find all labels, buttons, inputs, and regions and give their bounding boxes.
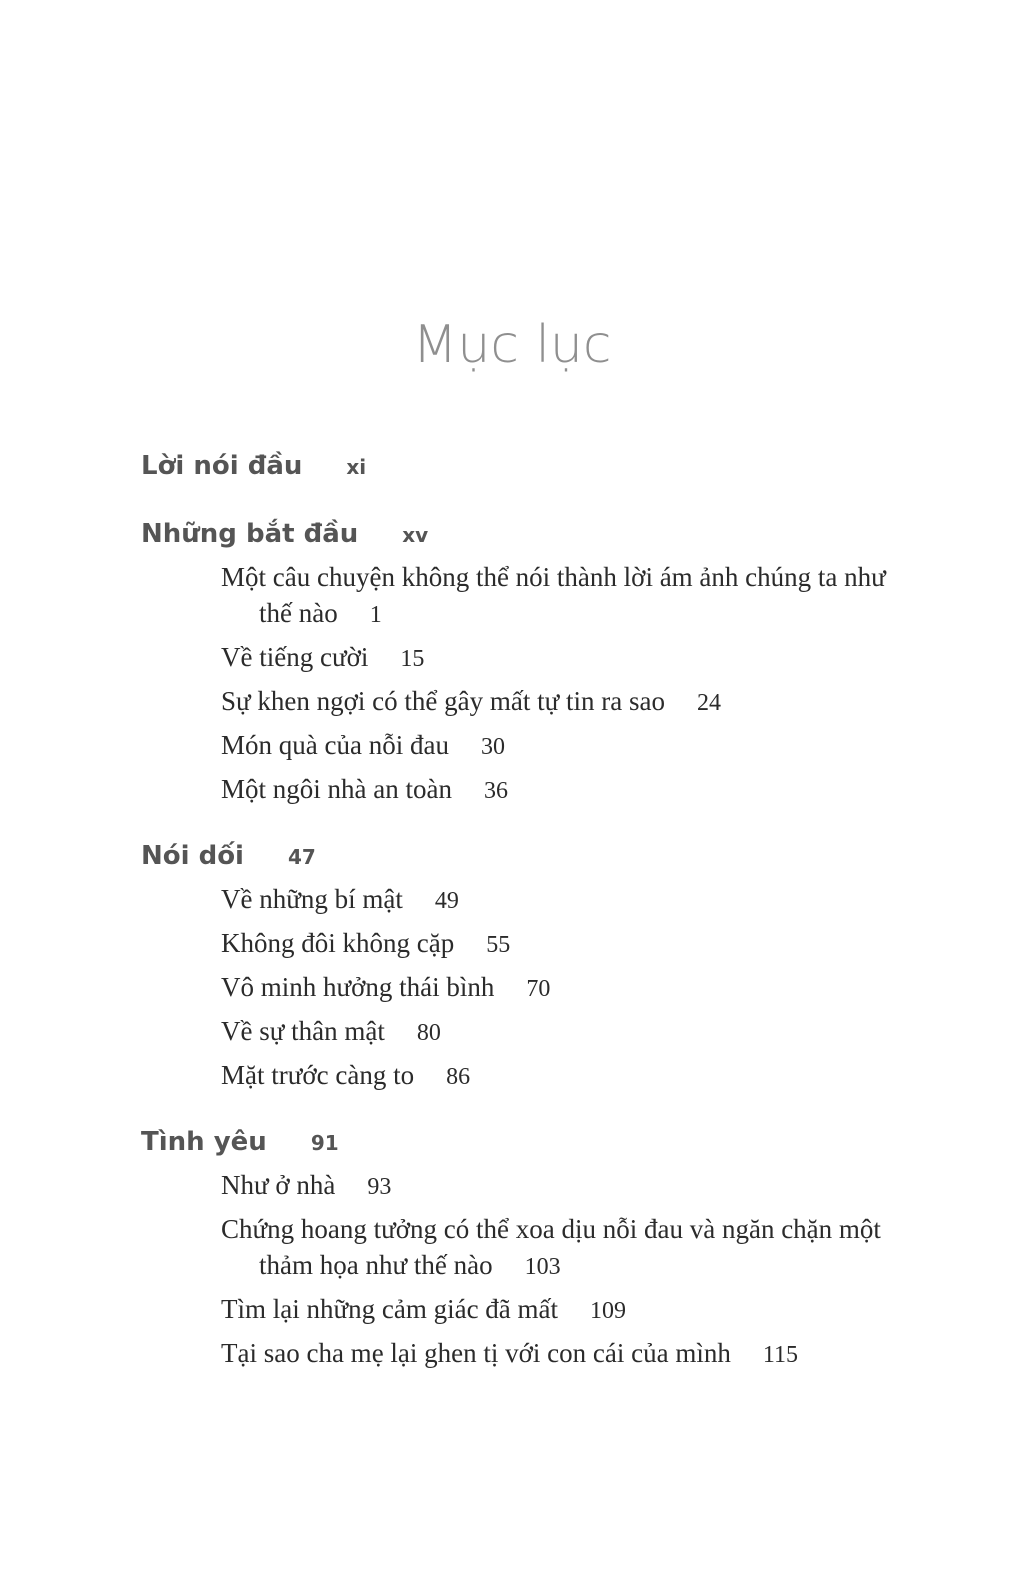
- entry-title: Một câu chuyện không thể nói thành lời ám ảnh chúng ta như thế nào: [221, 562, 886, 628]
- entry-title: Không đôi không cặp: [221, 928, 455, 958]
- section-title: Lời nói đầu: [141, 451, 303, 481]
- toc-entry: [141, 683, 901, 721]
- table-of-contents: [141, 445, 901, 1399]
- toc-entry: [141, 771, 901, 809]
- toc-section: [141, 445, 901, 487]
- entry-title: Về những bí mật: [221, 884, 403, 914]
- entry-page-number: 93: [367, 1174, 392, 1200]
- section-heading: [141, 1121, 901, 1163]
- entry-page-number: 70: [526, 976, 551, 1002]
- page-title: Mục lục: [412, 315, 612, 375]
- section-title: Tình yêu: [141, 1127, 267, 1157]
- toc-entry: [141, 1057, 901, 1095]
- entry-page-number: 86: [446, 1064, 471, 1090]
- entry-title: Tại sao cha mẹ lại ghen tị với con cái của mình: [221, 1338, 731, 1368]
- toc-entry: [141, 969, 901, 1007]
- entry-title: Món quà của nỗi đau: [221, 730, 449, 760]
- entry-title: Một ngôi nhà an toàn: [221, 774, 452, 804]
- entry-page-number: 115: [762, 1342, 798, 1368]
- toc-entry: [141, 1167, 901, 1205]
- entry-page-number: 109: [590, 1298, 627, 1324]
- entry-page-number: 49: [434, 888, 459, 914]
- entry-title: Về sự thân mật: [221, 1016, 385, 1046]
- entry-page-number: 15: [400, 646, 425, 672]
- entry-page-number: 30: [480, 734, 505, 760]
- entry-page-number: 80: [416, 1020, 441, 1046]
- toc-entry: [141, 1211, 901, 1285]
- section-heading: [141, 513, 901, 555]
- entry-title: Chứng hoang tưởng có thể xoa dịu nỗi đau và ngăn chặn một thảm họa như thế nào: [221, 1214, 881, 1280]
- entry-page-number: 36: [483, 778, 508, 804]
- section-page-number: xi: [346, 455, 367, 479]
- toc-entry: [141, 925, 901, 963]
- entry-title: Như ở nhà: [221, 1170, 336, 1200]
- entry-page-number: 1: [369, 602, 382, 628]
- entry-title: Mặt trước càng to: [221, 1060, 415, 1090]
- section-page-number: xv: [402, 523, 429, 547]
- toc-section: [141, 835, 901, 1095]
- entry-page-number: 24: [696, 690, 721, 716]
- toc-entry: [141, 1291, 901, 1329]
- toc-entry: [141, 559, 901, 633]
- entry-title: Sự khen ngợi có thể gây mất tự tin ra sao: [221, 686, 665, 716]
- toc-entry: [141, 727, 901, 765]
- entry-title: Tìm lại những cảm giác đã mất: [221, 1294, 559, 1324]
- toc-entry: [141, 1335, 901, 1373]
- section-heading: [141, 835, 901, 877]
- section-title: Nói dối: [141, 841, 244, 871]
- section-heading: [141, 445, 901, 487]
- section-page-number: 91: [310, 1131, 339, 1155]
- toc-entry: [141, 1013, 901, 1051]
- entry-page-number: 103: [524, 1254, 561, 1280]
- section-title: Những bắt đầu: [141, 519, 359, 549]
- entry-page-number: 55: [486, 932, 511, 958]
- toc-entry: [141, 881, 901, 919]
- toc-entry: [141, 639, 901, 677]
- toc-section: [141, 1121, 901, 1373]
- entry-title: Về tiếng cười: [221, 642, 369, 672]
- toc-section: [141, 513, 901, 809]
- entry-title: Vô minh hưởng thái bình: [221, 972, 495, 1002]
- section-page-number: 47: [287, 845, 316, 869]
